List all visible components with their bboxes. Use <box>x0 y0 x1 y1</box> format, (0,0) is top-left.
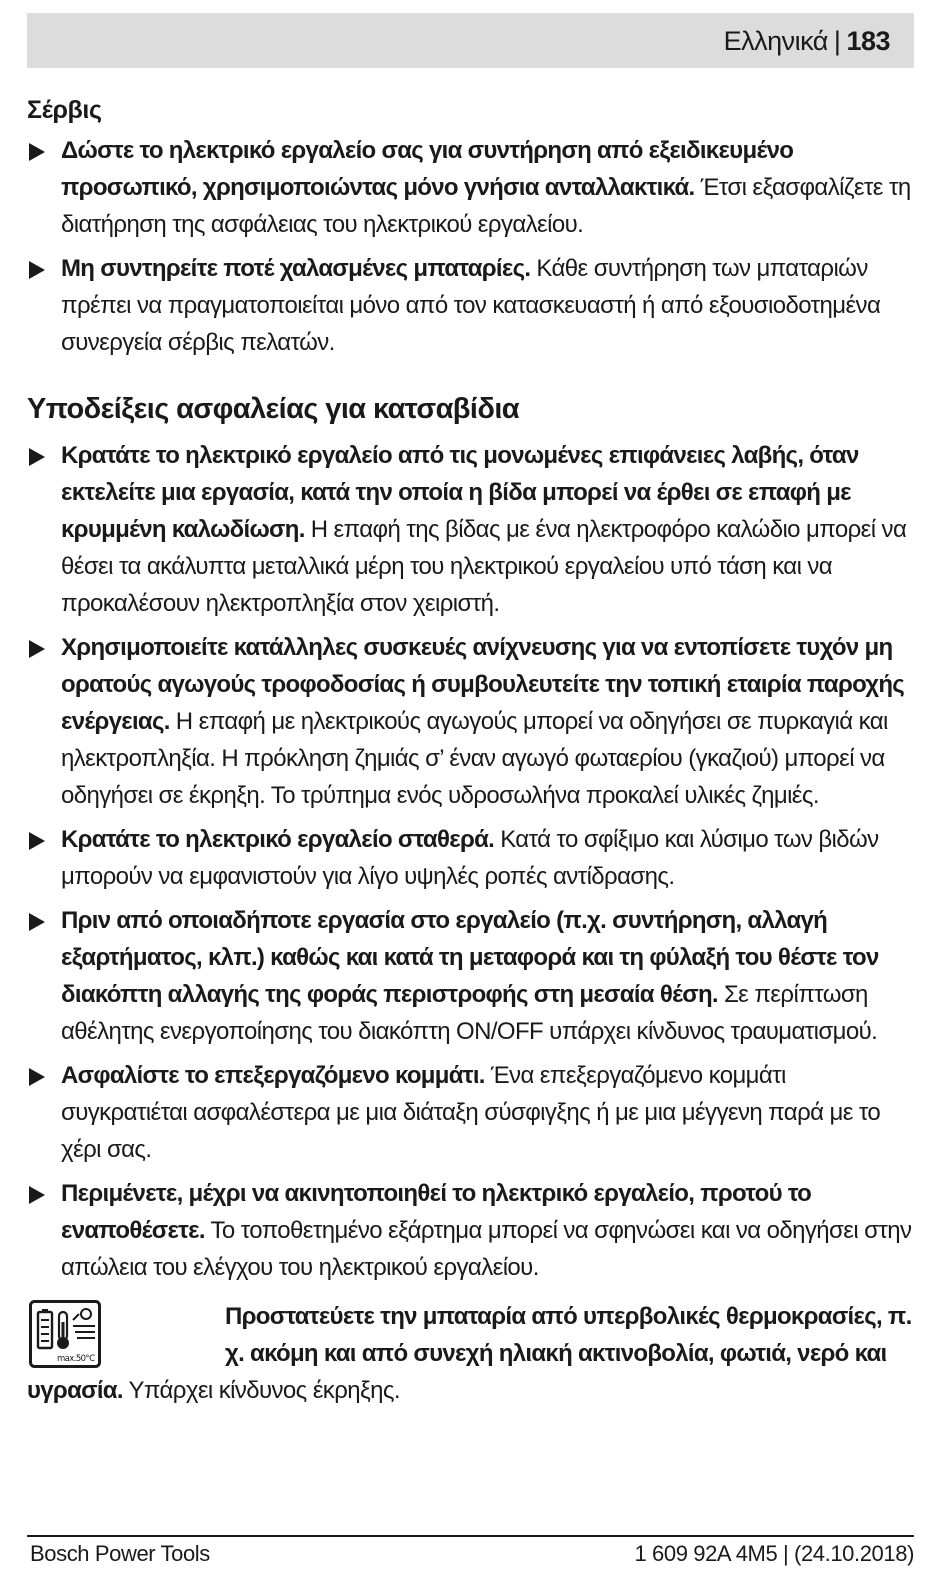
page-number: 183 <box>846 26 890 56</box>
bullet-triangle-icon <box>29 640 45 658</box>
bullet-triangle-icon <box>29 1186 45 1204</box>
section-title-screwdriver: Υποδείξεις ασφαλείας για κατσαβίδια <box>27 393 520 425</box>
list-item <box>27 1057 915 1168</box>
list-item <box>27 902 915 1050</box>
list-item <box>27 629 915 814</box>
item-text: Το τοποθετημένο εξάρτημα μπορεί να σφηνώσει και να οδηγήσει στην απώλεια του ελέγχου του ηλεκτρικού εργαλείου. <box>61 1217 912 1281</box>
item-text: Έτσι εξασφαλίζετε τη διατήρηση της ασφάλειας του ηλεκτρικού εργαλείου. <box>61 174 911 238</box>
item-text: Σε περίπτωση αθέλητης ενεργοποίησης του διακόπτη ON/OFF υπάρχει κίνδυνος τραυματισμού. <box>61 981 878 1045</box>
item-bold-text: Περιμένετε, μέχρι να ακινητοποιηθεί το ηλεκτρικό εργαλείο, προτού το εναποθέσετε. <box>61 1180 812 1244</box>
item-text: Κάθε συντήρηση των μπαταριών πρέπει να πραγματοποιείται μόνο από τον κατασκευαστή ή από εξουσιοδοτημένα συνεργεία σέρβις πελατών. <box>61 255 881 356</box>
list-item <box>27 437 915 622</box>
header-language: Ελληνικά <box>723 26 828 56</box>
item-bold-text: Δώστε το ηλεκτρικό εργαλείο σας για συντήρηση από εξειδικευμένο προσωπικό, χρησιμοποιώντας μόνο γνήσια ανταλλακτικά. <box>61 137 794 201</box>
page-content <box>27 92 915 1409</box>
warning-text: Υπάρχει κίνδυνος έκρηξης. <box>122 1377 400 1404</box>
list-item <box>27 1175 915 1286</box>
item-text: Η επαφή της βίδας με ένα ηλεκτροφόρο καλώδιο μπορεί να θέσει τα ακάλυπτα μεταλλικά μέρη του ηλεκτρικού εργαλείου υπό τάση και να προκαλέσουν ηλεκτροπληξία στον χειριστή. <box>61 516 907 617</box>
item-text: Η επαφή με ηλεκτρικούς αγωγούς μπορεί να οδηγήσει σε πυρκαγιά και ηλεκτροπληξία. Η πρόκληση ζημιάς σ’ έναν αγωγό φωταερίου (γκαζιού) μπορεί να οδηγήσει σε έκρηξη. Το τρύπημα ενός υδροσωλήνα προκαλεί υλικές ζημιές. <box>61 708 888 809</box>
bullet-triangle-icon <box>29 913 45 931</box>
item-bold-text: Μη συντηρείτε ποτέ χαλασμένες μπαταρίες. <box>61 255 531 282</box>
footer-divider <box>27 1535 914 1537</box>
header-label <box>724 26 890 57</box>
icon-max-temp-label: max.50°C <box>57 1354 95 1364</box>
footer-brand: Bosch Power Tools <box>30 1541 210 1566</box>
warning-bold-text: Προστατεύετε την μπαταρία από υπερβολικές θερμοκρασίες, π. χ. ακόμη και από συνεχή ηλιακή ακτινοβολία, φωτιά, νερό και υγρασία. <box>27 1303 912 1404</box>
bullet-triangle-icon <box>29 261 45 279</box>
bullet-triangle-icon <box>29 1068 45 1086</box>
footer-doc-id: 1 609 92A 4M5 | (24.10.2018) <box>634 1541 914 1566</box>
battery-temperature-icon <box>29 1300 101 1368</box>
item-bold-text: Χρησιμοποιείτε κατάλληλες συσκευές ανίχνευσης για να εντοπίσετε τυχόν μη ορατούς αγωγούς τροφοδοσίας ή συμβουλευτείτε την τοπική εταιρία παροχής ενέργειας. <box>61 634 905 735</box>
list-item <box>27 250 915 361</box>
item-text: Ένα επεξεργαζόμενο κομμάτι συγκρατιέται ασφαλέστερα με μια διάταξη σύσφιγξης ή με μια μέγγενη παρά με το χέρι σας. <box>61 1062 881 1163</box>
battery-warning <box>27 1298 915 1409</box>
item-bold-text: Πριν από οποιαδήποτε εργασία στο εργαλείο (π.χ. συντήρηση, αλλαγή εξαρτήματος, κλπ.) καθώς και κατά τη μεταφορά και τη φύλαξή του θέστε τον διακόπτη αλλαγής της φοράς περιστροφής στη μεσαία θέση. <box>61 907 879 1008</box>
item-bold-text: Κρατάτε το ηλεκτρικό εργαλείο σταθερά. <box>61 826 495 853</box>
page-header <box>27 13 914 68</box>
item-bold-text: Ασφαλίστε το επεξεργαζόμενο κομμάτι. <box>61 1062 485 1089</box>
list-item <box>27 132 915 243</box>
section-title-service: Σέρβις <box>27 96 102 124</box>
bullet-triangle-icon <box>29 143 45 161</box>
item-text: Κατά το σφίξιμο και λύσιμο των βιδών μπορούν να εμφανιστούν για λίγο υψηλές ροπές αντίδρασης. <box>61 826 879 890</box>
item-bold-text: Κρατάτε το ηλεκτρικό εργαλείο από τις μονωμένες επιφάνειες λαβής, όταν εκτελείτε μια εργασία, κατά την οποία η βίδα μπορεί να έρθει σε επαφή με κρυμμένη καλωδίωση. <box>61 442 859 543</box>
bullet-triangle-icon <box>29 448 45 466</box>
bullet-triangle-icon <box>29 832 45 850</box>
header-separator: | <box>833 26 841 56</box>
list-item <box>27 821 915 895</box>
